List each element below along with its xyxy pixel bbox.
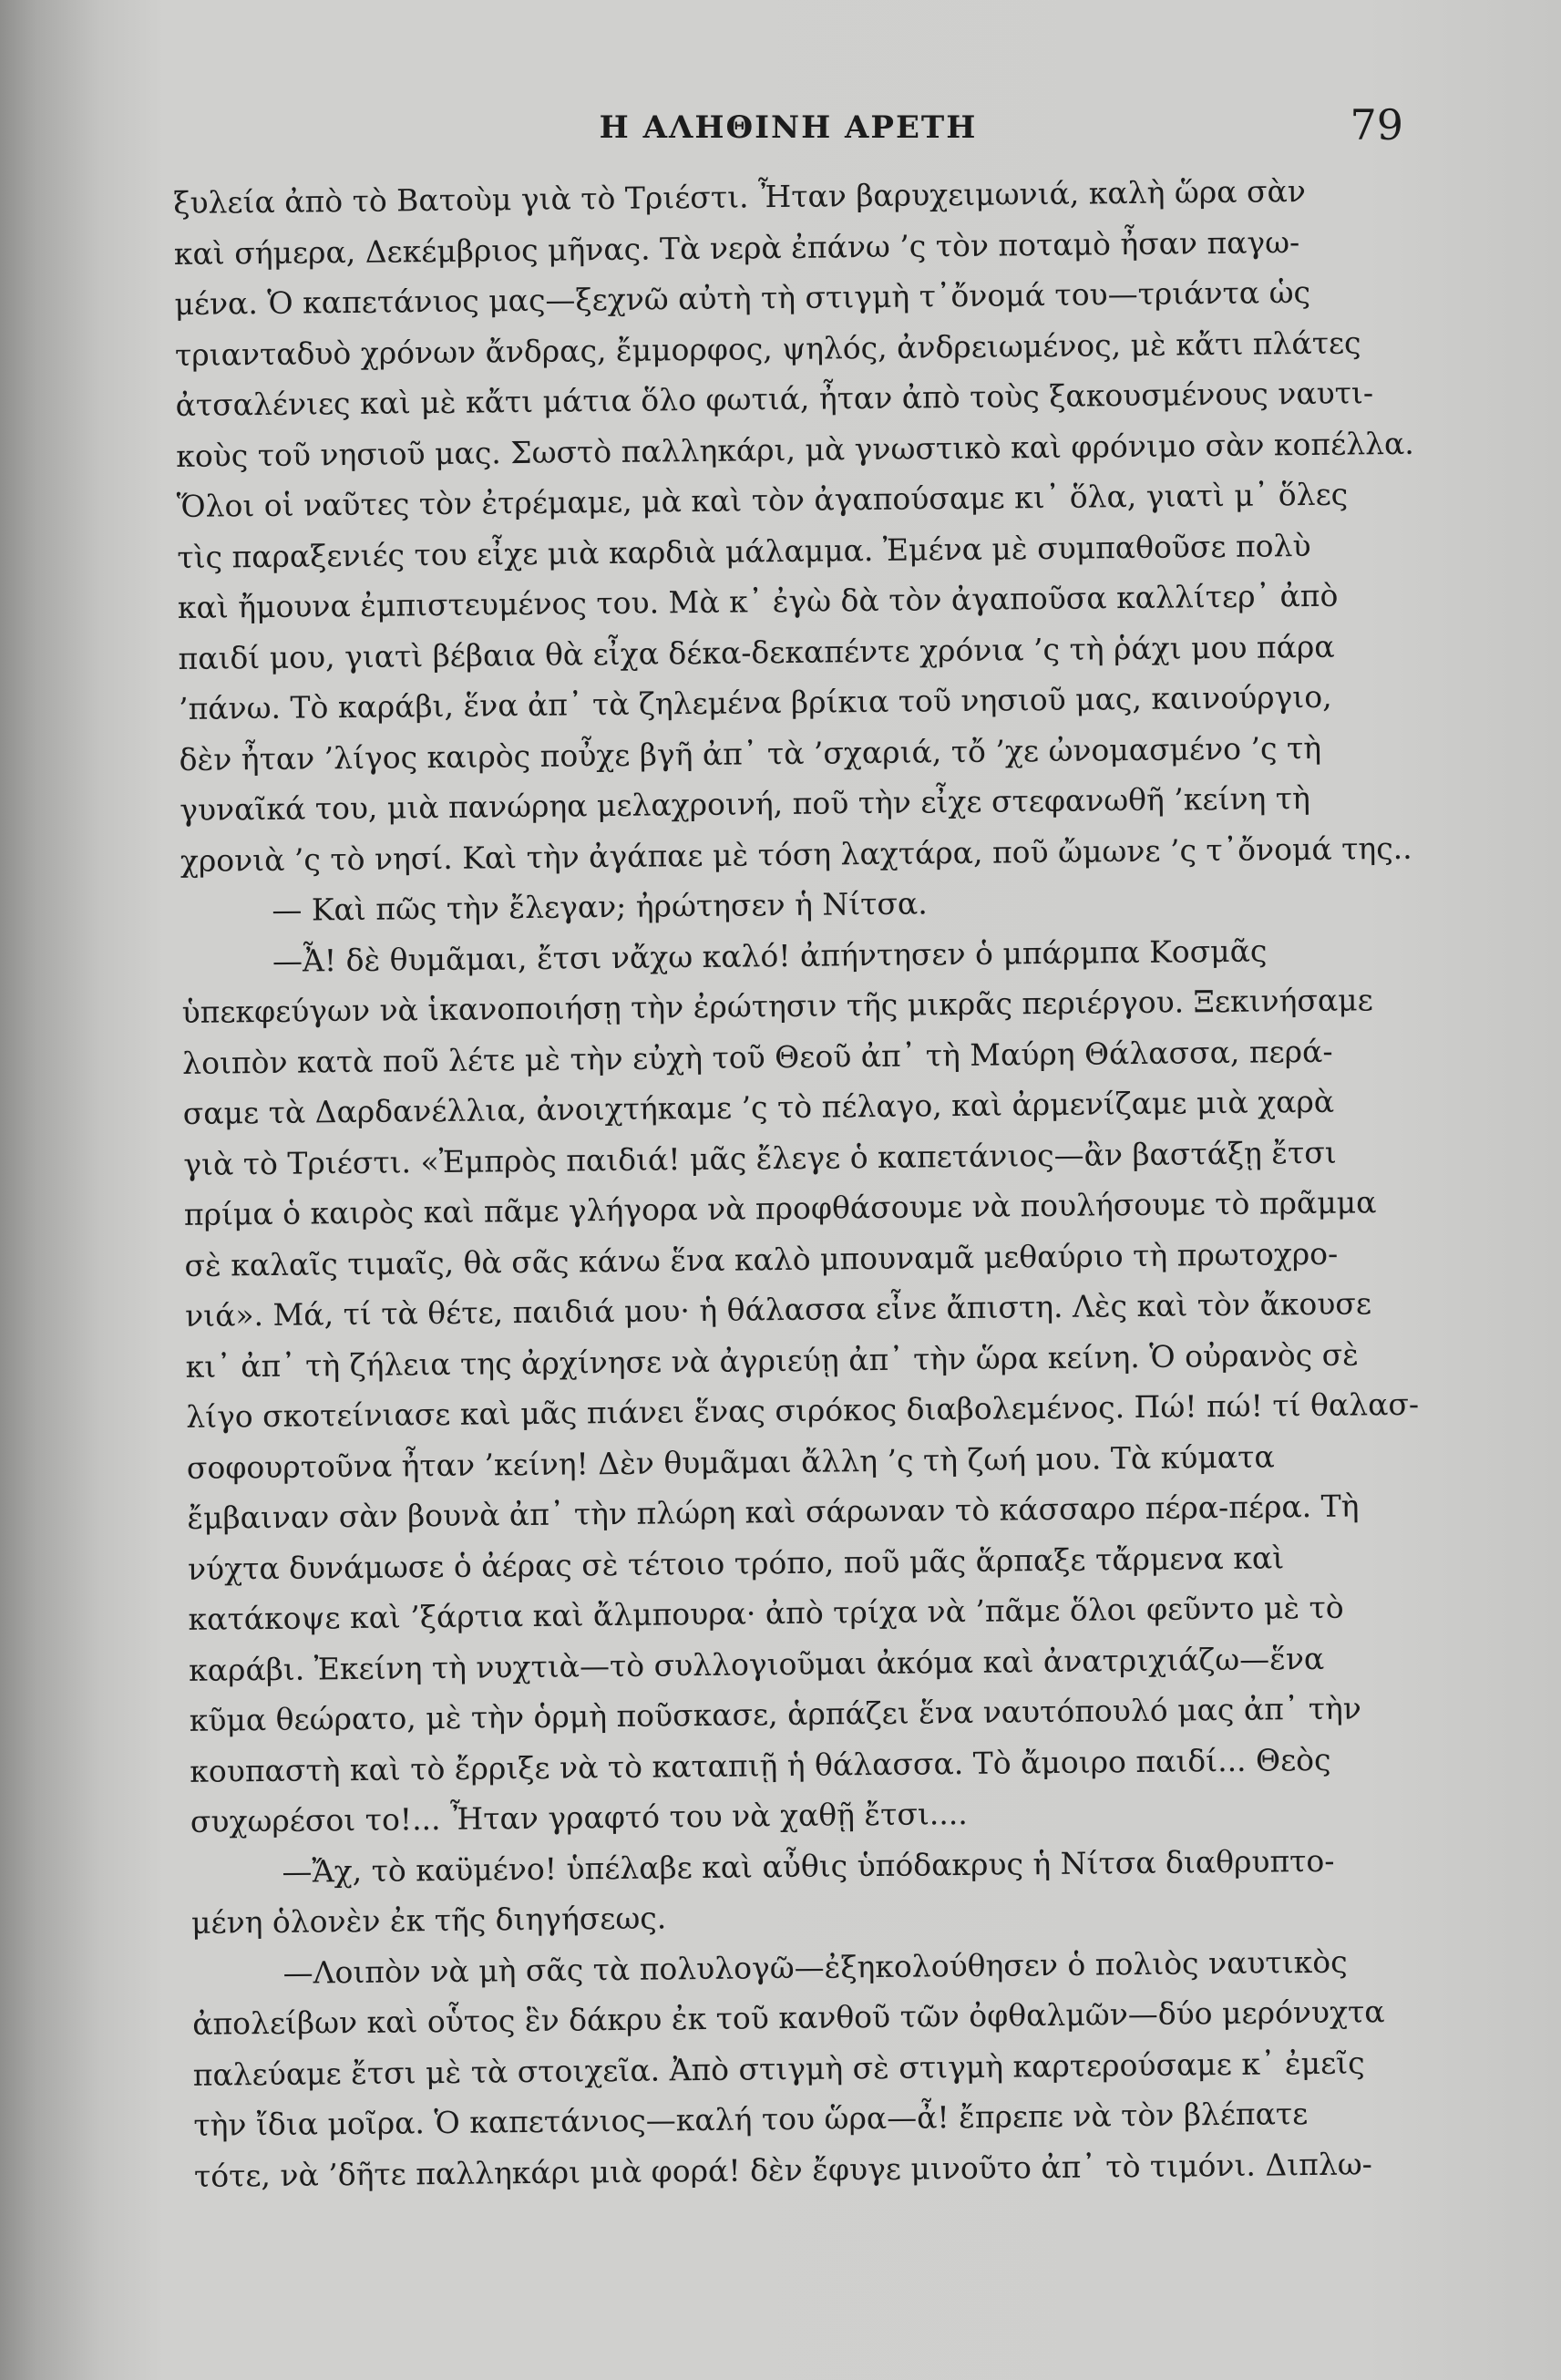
text-line: τριανταδυὸ χρόνων ἄνδρας, ἔμμορφος, ψηλός, ἀνδρειωμένος, μὲ κἄτι πλάτες [174,324,1361,373]
text-line: τότε, νὰ ’δῆτε παλληκάρι μιὰ φορά! δὲν ἔφυγε μινοῦτο ἀπ᾽ τὸ τιμόνι. Διπλω- [193,2145,1373,2194]
text-line: συχωρέσοι το!... Ἦταν γραφτό του νὰ χαθῇ ἔτσι.... [190,1795,968,1839]
page-number: 79 [1350,100,1403,149]
text-line: —Ἆ! δὲ θυμᾶμαι, ἔτσι νἄχω καλό! ἀπήντησεν ὁ μπάρμπα Κοσμᾶς [272,932,1268,979]
text-line: ’πάνω. Τὸ καράβι, ἕνα ἀπ᾽ τὰ ζηλεμένα βρίκια τοῦ νησιοῦ μας, καινούργιο, [178,678,1332,726]
text-line: ἀπολείβων καὶ οὗτος ἓν δάκρυ ἐκ τοῦ κανθοῦ τῶν ὀφθαλμῶν—δύο μερόνυχτα [192,1994,1385,2042]
text-line: κατάκοψε καὶ ’ξάρτια καὶ ἄλμπουρα· ἀπὸ τρίχα νὰ ’πᾶμε ὅλοι φεῦντο μὲ τὸ [188,1589,1344,1637]
text-line: σοφουρτοῦνα ἦταν ’κείνη! Δὲν θυμᾶμαι ἄλλη ’ς τὴ ζωή μου. Τὰ κύματα [186,1437,1275,1486]
text-line: ὑπεκφεύγων νὰ ἱκανοποιήσῃ τὴν ἐρώτησιν τῆς μικρᾶς περιέργου. Ξεκινήσαμε [181,982,1373,1030]
text-line: πρίμα ὁ καιρὸς καὶ πᾶμε γλήγορα νὰ προφθάσουμε νὰ πουλήσουμε τὸ πρᾶμμα [183,1184,1377,1232]
page-header [173,100,1403,155]
text-line: γιὰ τὸ Τριέστι. «Ἐμπρὸς παιδιά! μᾶς ἔλεγε ὁ καπετάνιος—ἂν βαστάξῃ ἔτσι [183,1134,1337,1182]
text-line: παιδί μου, γιατὶ βέβαια θὰ εἶχα δέκα-δεκαπέντε χρόνια ’ς τὴ ῥάχι μου πάρα [178,628,1335,676]
text-line: — Καὶ πῶς τὴν ἔλεγαν; ἠρώτησεν ἡ Νίτσα. [272,885,928,928]
text-line: τὴν ἴδια μοῖρα. Ὁ καπετάνιος—καλή του ὥρα—ἆ! ἔπρεπε νὰ τὸν βλέπατε [193,2096,1309,2143]
text-line: ἀτσαλένιες καὶ μὲ κἄτι μάτια ὅλο φωτιά, ἦταν ἀπὸ τοὺς ξακουσμένους ναυτι- [175,375,1374,423]
body-text [173,165,1424,2201]
text-line: —Ἄχ, τὸ καϋμένο! ὑπέλαβε καὶ αὖθις ὑπόδακρυς ἡ Νίτσα διαθρυπτο- [282,1842,1335,1890]
text-line: καράβι. Ἐκείνη τὴ νυχτιὰ—τὸ συλλογιοῦμαι ἀκόμα καὶ ἀνατριχιάζω—ἕνα [188,1640,1325,1688]
text-line: κοὺς τοῦ νησιοῦ μας. Σωστὸ παλληκάρι, μὰ γνωστικὸ καὶ φρόνιμο σὰν κοπέλλα. [175,425,1414,474]
text-line: —Λοιπὸν νὰ μὴ σᾶς τὰ πολυλογῶ—ἐξηκολούθησεν ὁ πολιὸς ναυτικὸς [282,1943,1348,1991]
text-line: χρονιὰ ’ς τὸ νησί. Καὶ τὴν ἀγάπαε μὲ τόση λαχτάρα, ποῦ ὤμωνε ’ς τ᾽ὄνομά της.. [180,829,1412,879]
text-line: λοιπὸν κατὰ ποῦ λέτε μὲ τὴν εὐχὴ τοῦ Θεοῦ ἀπ᾽ τὴ Μαύρη Θάλασσα, περά- [181,1033,1333,1081]
text-line: Ὅλοι οἱ ναῦτες τὸν ἐτρέμαμε, μὰ καὶ τὸν ἀγαπούσαμε κι᾽ ὅλα, γιατὶ μ᾽ ὅλες [176,476,1349,524]
running-title: Η ΑΛΗΘΙΝΗ ΑΡΕΤΗ [599,109,978,146]
text-line: σαμε τὰ Δαρδανέλλια, ἀνοιχτήκαμε ’ς τὸ πέλαγο, καὶ ἀρμενίζαμε μιὰ χαρὰ [182,1083,1335,1131]
text-line: ξυλεία ἀπὸ τὸ Βατοὺμ γιὰ τὸ Τριέστι. Ἦταν βαρυχειμωνιά, καλὴ ὥρα σὰν [173,172,1307,221]
text-line: μένη ὁλονὲν ἐκ τῆς διηγήσεως. [190,1900,667,1941]
text-line: νύχτα δυνάμωσε ὁ ἀέρας σὲ τέτοιο τρόπο, ποῦ μᾶς ἅρπαξε τἄρμενα καὶ [187,1539,1285,1587]
text-line: μένα. Ὁ καπετάνιος μας—ξεχνῶ αὐτὴ τὴ στιγμὴ τ᾽ὄνομά του—τριάντα ὡς [174,273,1311,322]
text-line: δὲν ἦταν ’λίγος καιρὸς ποὖχε βγῆ ἀπ᾽ τὰ ’σχαριά, τὄ ’χε ὠνομασμένο ’ς τὴ [179,729,1322,778]
text-line: λίγο σκοτείνιασε καὶ μᾶς πιάνει ἕνας σιρόκος διαβολεμένος. Πώ! πώ! τί θαλασ- [186,1386,1420,1435]
text-line: καὶ σήμερα, Δεκέμβριος μῆνας. Τὰ νερὰ ἐπάνω ’ς τὸν ποταμὸ ἦσαν παγω- [173,223,1300,272]
text-line: ἔμβαιναν σὰν βουνὰ ἀπ᾽ τὴν πλώρη καὶ σάρωναν τὸ κάσσαρο πέρα-πέρα. Τὴ [187,1488,1360,1536]
text-line: καὶ ἤμουνα ἐμπιστευμένος του. Μὰ κ᾽ ἐγὼ δὰ τὸν ἀγαποῦσα καλλίτερ᾽ ἀπὸ [177,577,1339,625]
text-line: κι᾽ ἀπ᾽ τὴ ζήλεια της ἀρχίνησε νὰ ἀγριεύῃ ἀπ᾽ τὴν ὥρα κείνη. Ὁ οὐρανὸς σὲ [185,1335,1360,1385]
text-line: σὲ καλαῖς τιμαῖς, θὰ σᾶς κάνω ἕνα καλὸ μπουναμᾶ μεθαύριο τὴ πρωτοχρο- [184,1235,1339,1283]
text-line: γυναῖκά του, μιὰ πανώρηα μελαχροινή, ποῦ τὴν εἶχε στεφανωθῆ ’κείνη τὴ [180,779,1311,828]
text-line: τὶς παραξενιές του εἶχε μιὰ καρδιὰ μάλαμμα. Ἐμένα μὲ συμπαθοῦσε πολὺ [177,527,1311,575]
text-line: παλεύαμε ἔτσι μὲ τὰ στοιχεῖα. Ἀπὸ στιγμὴ σὲ στιγμὴ καρτερούσαμε κ᾽ ἐμεῖς [192,2044,1365,2093]
text-line: νιά». Μά, τί τὰ θέτε, παιδιά μου· ἡ θάλασσα εἶνε ἄπιστη. Λὲς καὶ τὸν ἄκουσε [184,1285,1372,1334]
text-line: κουπαστὴ καὶ τὸ ἔρριξε νὰ τὸ καταπιῇ ἡ θάλασσα. Τὸ ἄμοιρο παιδί... Θεὸς [190,1741,1331,1789]
text-line: κῦμα θεώρατο, μὲ τὴν ὁρμὴ ποῦσκασε, ἁρπάζει ἕνα ναυτόπουλό μας ἀπ᾽ τὴν [189,1690,1362,1738]
